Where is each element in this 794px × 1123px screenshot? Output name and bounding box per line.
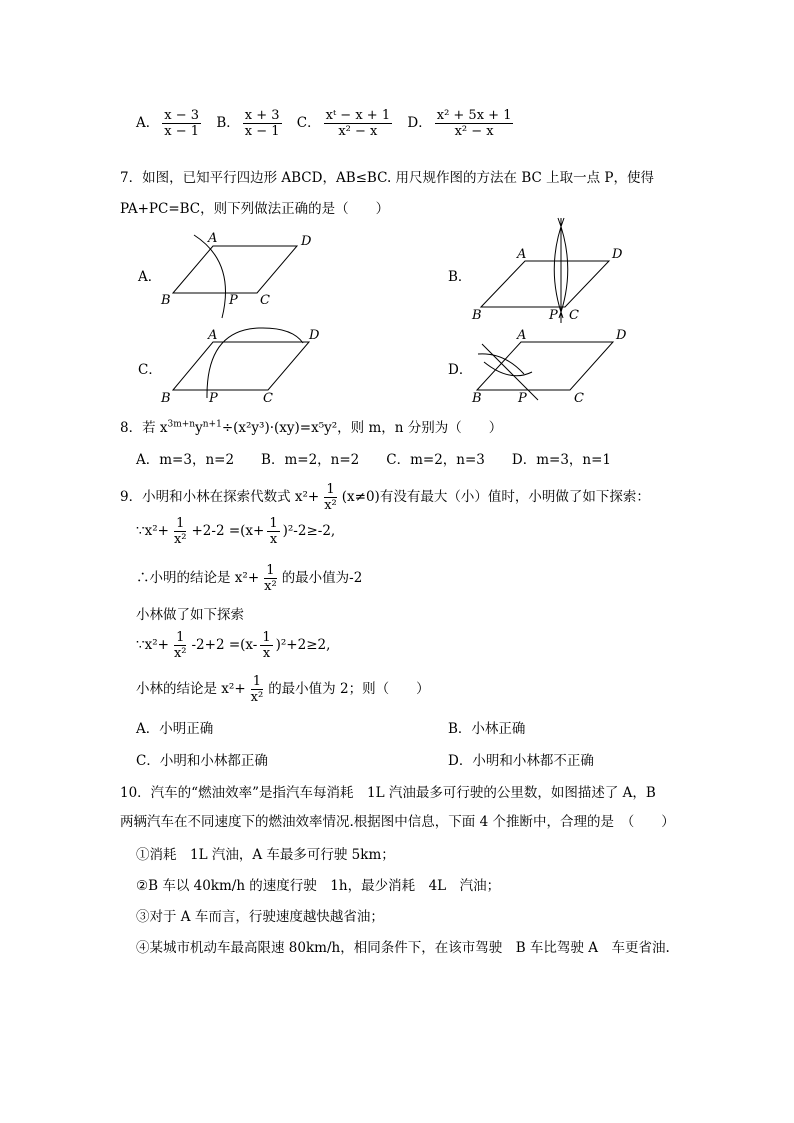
fig-a-label-p: P [229,293,238,308]
fig-d-label-a: A [517,328,527,343]
fig-c-label-d: D [309,328,320,343]
q9-xiaolin-conclusion: 小林的结论是 x²+ $\frac{1}{\text{x²}}$ 的最小值为 2；则（ ） [136,674,430,705]
q7-option-b-label: B． [448,269,472,285]
q6-c-label: C． [296,115,321,131]
q8-stem: 8．若 $x^{3m+n}y^{n+1}\div(x^2y^3)\cdot(xy)=x^5y^2$，则 m，n 分别为（ ） [120,419,503,436]
fig-c-label-a: A [208,328,218,343]
q9-stem: 9．小明和小林在探索代数式 x²+ $\frac{1}{\text{x²}}$ (x≠0)有没有最大（小）值时，小明做了如下探索： [120,482,650,513]
fig-c-label-c: C [263,391,273,406]
figure-d-parallelogram [477,342,613,390]
q9-option-a: A．小明正确 [136,721,214,737]
fig-d-label-d: D [616,328,627,343]
q7-figures [0,0,794,420]
q7-option-c-label: C． [138,362,162,378]
fig-b-label-a: A [517,247,527,262]
q10-statement-2: ②B 车以 40km/h 的速度行驶 1h，最少消耗 4L 汽油； [136,878,501,894]
fig-a-label-a: A [208,231,218,246]
q6-b-label: B． [216,115,240,131]
fig-b-label-d: D [612,247,623,262]
fig-d-label-b: B [472,391,482,406]
q10-line1: 10．汽车的“燃油效率”是指汽车每消耗 1L 汽油最多可行驶的公里数，如图描述了 A，B [120,785,656,801]
q6-b-fraction: $\frac{x + 3}{x - 1}$ [244,108,280,139]
figure-c-parallelogram [173,342,309,390]
figure-a-parallelogram [173,246,297,293]
q10-statement-3: ③对于 A 车而言，行驶速度越快越省油； [136,909,384,925]
q9-xiaoming-conclusion: ∴小明的结论是 x²+ $\frac{1}{\text{x²}}$ 的最小值为-2 [136,563,363,594]
q10-statement-1: ①消耗 1L 汽油，A 车最多可行驶 5km； [136,847,395,863]
q9-option-b: B．小林正确 [448,721,526,737]
q7-option-d-label: D． [448,362,473,378]
fig-a-label-c: C [260,293,270,308]
fig-a-label-d: D [301,234,312,249]
q6-d-label: D． [407,115,432,131]
fig-a-label-b: B [161,293,171,308]
q6-c-fraction: $\frac{\text{xᵗ − x + 1}}{\text{x² − x}}$ [325,108,391,139]
fig-b-label-b: B [472,308,482,323]
q6-a-label: A． [136,115,160,131]
q10-statement-4: ④某城市机动车最高限速 80km/h，相同条件下，在该市驾驶 B 车比驾驶 A 车更省油. [136,940,670,956]
figure-d-bisector [482,344,538,400]
fig-d-label-p: P [518,391,527,406]
q9-xiaolin-step1: ∵x²+ $\frac{1}{\text{x²}}$ -2+2 =(x- $\frac{1}{x}$ )²+2≥2, [136,630,331,661]
q9-xiaolin-intro: 小林做了如下探索 [136,607,244,623]
q10-line2: 两辆汽车在不同速度下的燃油效率情况.根据图中信息，下面 4 个推断中，合理的是 （ ） [120,814,675,830]
q9-option-c: C．小明和小林都正确 [136,753,268,769]
q9-option-d: D．小明和小林都不正确 [448,753,594,769]
q7-line1: 7．如图，已知平行四边形 ABCD，AB≤BC. 用尺规作图的方法在 BC 上取一点 P，使得 [120,170,654,186]
fig-b-label-c: C [569,308,579,323]
figure-c-arc [207,328,303,398]
q7-line2: PA+PC=BC，则下列做法正确的是（ ） [120,201,390,217]
q7-option-a-label: A． [138,269,162,285]
fig-d-label-c: C [574,391,584,406]
figure-d-arc-lower [484,362,532,376]
figure-a-arc [194,235,226,318]
q9-xiaoming-step1: ∵x²+ $\frac{1}{\text{x²}}$ +2-2 =(x+ $\frac{1}{x}$ )²-2≥-2, [136,516,336,547]
q8-options: A．m=3，n=2 B．m=2，n=2 C．m=2，n=3 D．m=3，n=1 [136,452,612,468]
q6-d-fraction: $\frac{\text{x² + 5x + 1}}{\text{x² − x}}$ [436,108,512,139]
q6-a-fraction: $\frac{x - 3}{x - 1}$ [164,108,200,139]
fig-c-label-b: B [161,391,171,406]
figure-b-parallelogram [481,261,609,307]
fig-b-label-p: P [549,308,558,323]
fig-c-label-p: P [209,391,218,406]
